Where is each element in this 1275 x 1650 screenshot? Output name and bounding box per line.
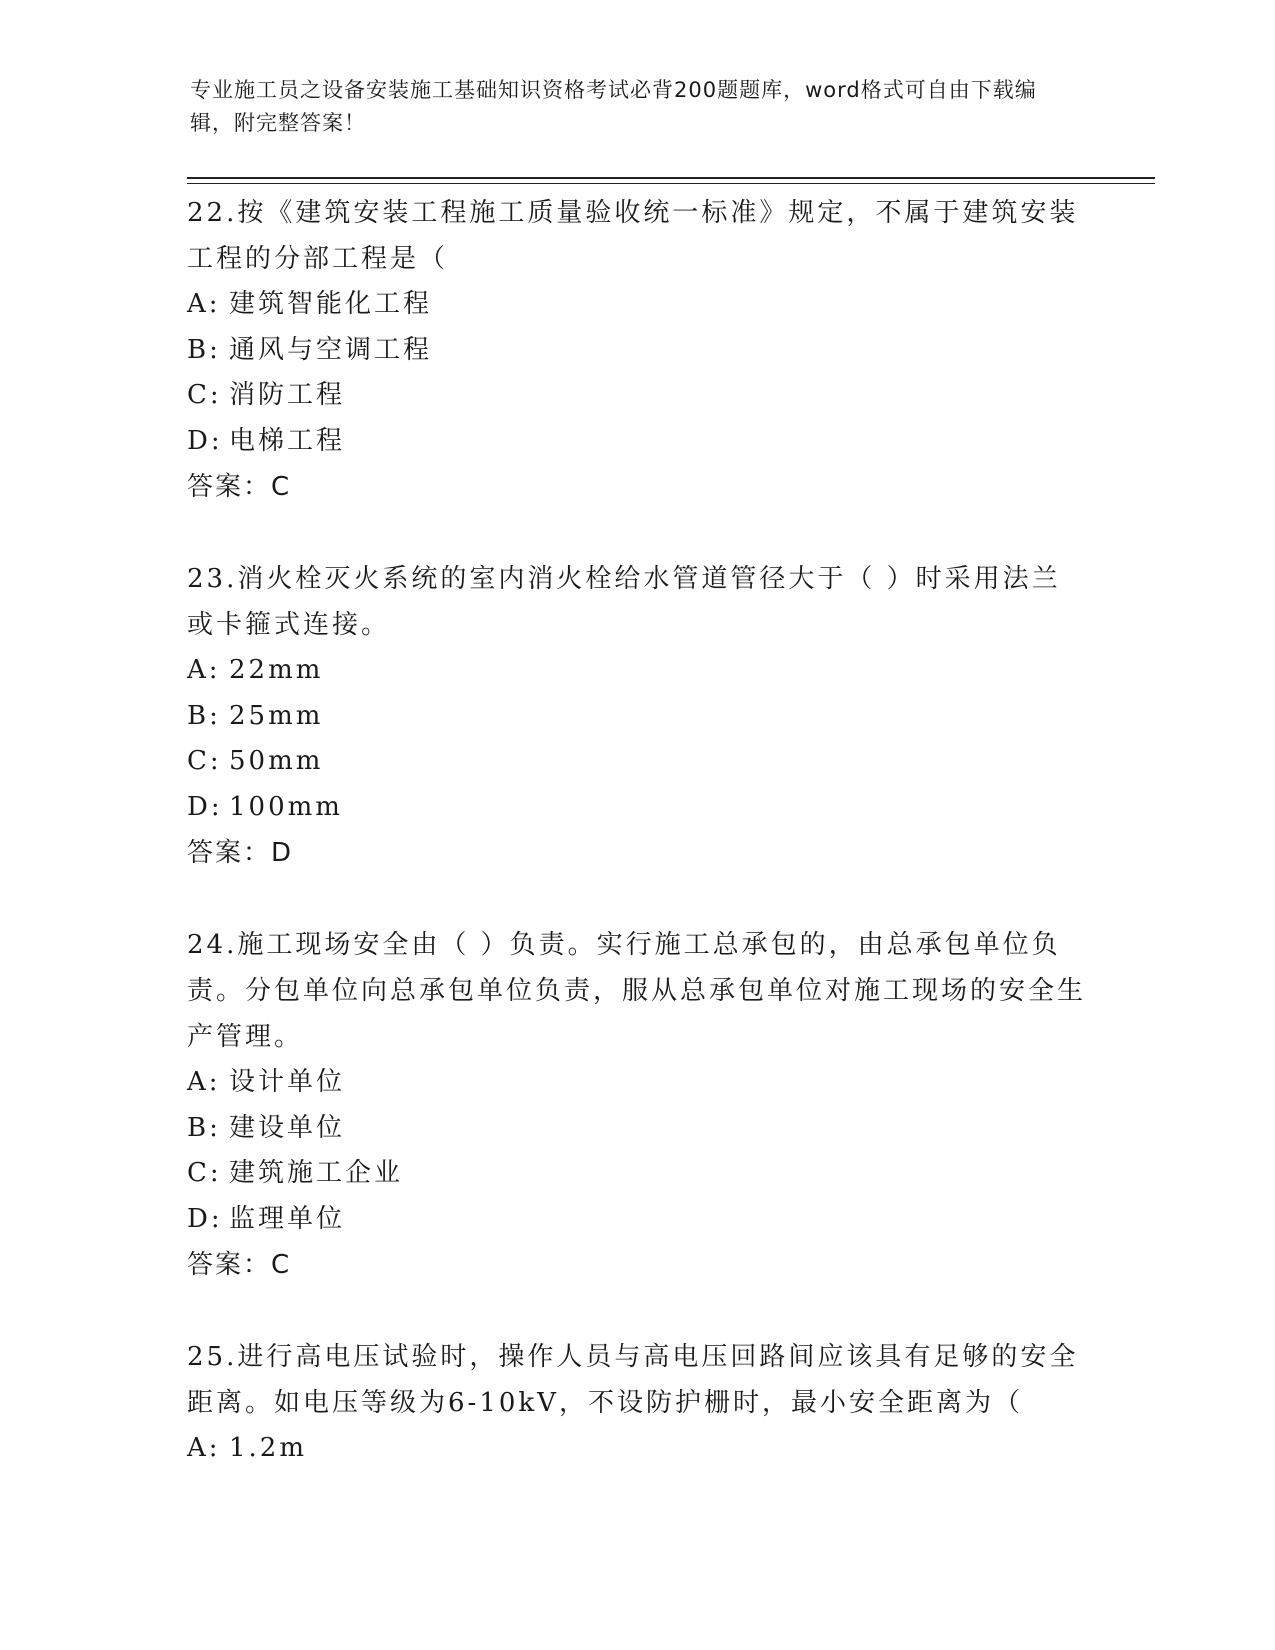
option-text: 设计单位 xyxy=(229,1067,346,1097)
option-a xyxy=(187,1426,1087,1472)
option-letter: C: xyxy=(187,1158,222,1188)
option-letter: B: xyxy=(187,700,221,731)
option-text: 消防工程 xyxy=(229,380,346,410)
option-d xyxy=(187,419,1087,465)
option-a xyxy=(187,648,1087,694)
option-a xyxy=(187,1060,1087,1106)
option-letter: D: xyxy=(187,1203,223,1234)
option-letter: B: xyxy=(187,1112,221,1143)
answer-text: 答案：D xyxy=(187,838,294,868)
option-text: 25mm xyxy=(229,700,324,731)
option-text: 1.2m xyxy=(229,1433,308,1463)
option-text: 建筑智能化工程 xyxy=(229,289,433,319)
option-text: 50mm xyxy=(229,746,324,776)
option-text: 建设单位 xyxy=(229,1112,346,1143)
question-25 xyxy=(187,1334,1087,1472)
option-letter: A: xyxy=(187,1433,221,1463)
question-22 xyxy=(187,190,1087,510)
question-list xyxy=(187,190,1087,1518)
option-text: 通风与空调工程 xyxy=(229,334,433,365)
option-letter: A: xyxy=(187,1067,221,1097)
question-text: 23.消火栓灭火系统的室内消火栓给水管道管径大于（ ）时采用法兰或卡箍式连接。 xyxy=(187,564,1061,640)
option-b xyxy=(187,1106,1087,1152)
option-d xyxy=(187,785,1087,831)
option-letter: C: xyxy=(187,380,222,410)
option-letter: A: xyxy=(187,289,221,319)
option-b xyxy=(187,694,1087,740)
option-a xyxy=(187,282,1087,328)
option-c xyxy=(187,373,1087,419)
option-text: 22mm xyxy=(229,655,324,685)
document-header: 专业施工员之设备安装施工基础知识资格考试必背200题题库，word格式可自由下载编辑，附完整答案！ xyxy=(190,78,1037,135)
option-letter: A: xyxy=(187,655,221,685)
option-b xyxy=(187,328,1087,374)
question-text: 24.施工现场安全由（ ）负责。实行施工总承包的，由总承包单位负责。分包单位向总承包单位负责，服从总承包单位对施工现场的安全生产管理。 xyxy=(187,930,1087,1052)
option-c xyxy=(187,739,1087,785)
answer-text: 答案：C xyxy=(187,1250,292,1280)
question-text: 25.进行高电压试验时，操作人员与高电压回路间应该具有足够的安全距离。如电压等级为6-10kV，不设防护栅时，最小安全距离为（ xyxy=(187,1342,1079,1418)
header-divider-thick xyxy=(187,177,1155,179)
option-text: 100mm xyxy=(229,791,343,822)
question-text: 22.按《建筑安装工程施工质量验收统一标准》规定，不属于建筑安装工程的分部工程是（ xyxy=(187,198,1079,274)
option-text: 监理单位 xyxy=(229,1203,346,1234)
question-24 xyxy=(187,922,1087,1288)
option-text: 电梯工程 xyxy=(229,425,346,456)
question-23 xyxy=(187,556,1087,876)
option-letter: D: xyxy=(187,425,223,456)
header-divider-thin xyxy=(187,183,1155,184)
option-text: 建筑施工企业 xyxy=(229,1158,404,1188)
option-c xyxy=(187,1151,1087,1197)
answer-text: 答案：C xyxy=(187,472,292,502)
option-letter: C: xyxy=(187,746,222,776)
option-letter: B: xyxy=(187,334,221,365)
option-letter: D: xyxy=(187,791,223,822)
option-d xyxy=(187,1197,1087,1243)
